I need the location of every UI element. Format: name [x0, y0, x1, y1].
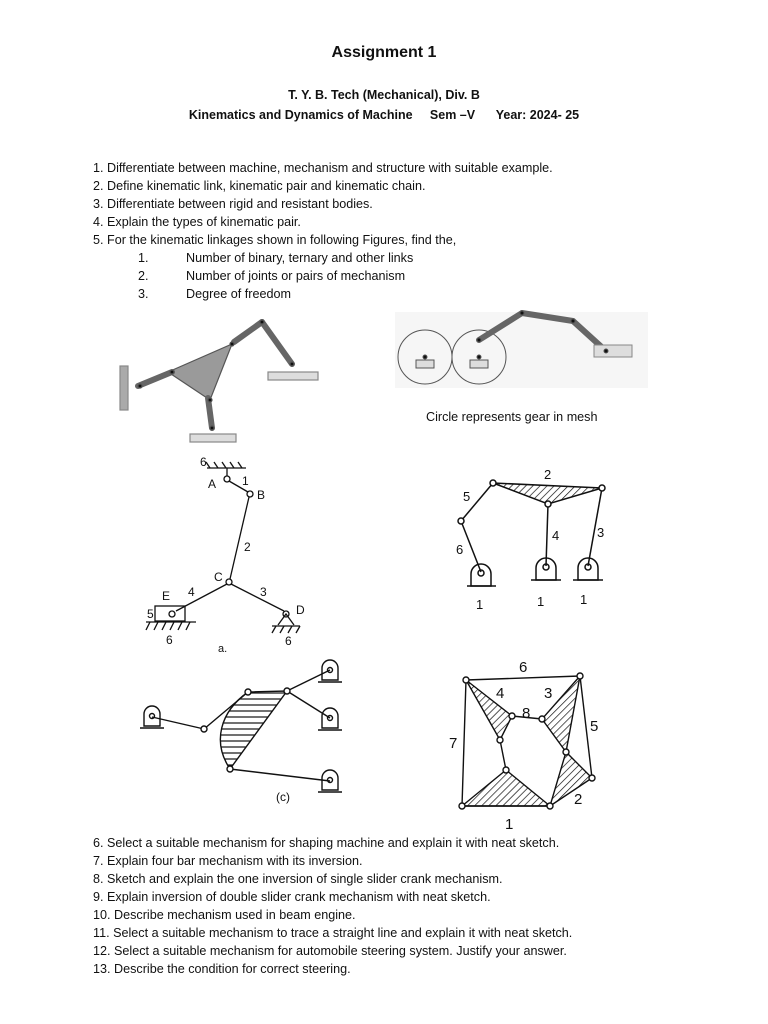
gear-caption: Circle represents gear in mesh — [426, 410, 598, 424]
subquestion-text: Degree of freedom — [186, 287, 292, 301]
subquestion-text: Number of binary, ternary and other links — [186, 251, 414, 265]
label: 2 — [574, 791, 583, 808]
label: 6 — [519, 659, 528, 676]
question-2: 2. Define kinematic link, kinematic pair and kinematic chain. — [93, 179, 426, 193]
label: 4 — [496, 685, 505, 702]
label: C — [214, 570, 223, 584]
question-6: 6. Select a suitable mechanism for shaping machine and explain it with neat sketch. — [93, 836, 560, 850]
question-13: 13. Describe the condition for correct steering. — [93, 962, 351, 976]
label: 8 — [522, 705, 531, 722]
figure-d — [459, 673, 595, 809]
label: 3 — [597, 525, 605, 540]
course-line: T. Y. B. Tech (Mechanical), Div. B — [288, 88, 480, 102]
label: E — [162, 589, 171, 603]
caption: a. — [218, 643, 228, 655]
label: 1 — [476, 597, 484, 612]
subquestion-num: 2. — [138, 269, 149, 283]
label: 6 — [285, 634, 292, 648]
figure-a-labels — [147, 455, 305, 655]
semester: Sem –V — [429, 108, 476, 122]
label: 1 — [505, 816, 514, 833]
support — [318, 708, 342, 730]
label: 6 — [456, 542, 464, 557]
label: 7 — [449, 735, 458, 752]
label: 4 — [188, 585, 195, 599]
label: 5 — [147, 607, 154, 621]
question-9: 9. Explain inversion of double slider crank mechanism with neat sketch. — [93, 890, 491, 904]
label: B — [257, 488, 266, 502]
question-5: 5. For the kinematic linkages shown in following Figures, find the, — [93, 233, 457, 247]
subject-name: Kinematics and Dynamics of Machine — [188, 108, 413, 122]
year: Year: 2024- 25 — [495, 108, 580, 122]
label: 5 — [463, 489, 471, 504]
figure-gears — [395, 311, 648, 388]
question-1: 1. Differentiate between machine, mechanism and structure with suitable example. — [93, 161, 553, 175]
question-8: 8. Sketch and explain the one inversion of single slider crank mechanism. — [93, 872, 503, 886]
label: 2 — [544, 467, 552, 482]
page-title: Assignment 1 — [331, 44, 437, 61]
subquestion-num: 3. — [138, 287, 149, 301]
label: 6 — [200, 455, 207, 469]
question-10: 10. Describe mechanism used in beam engine. — [93, 908, 356, 922]
figure-ternary-linkage — [120, 320, 318, 442]
label: 1 — [580, 592, 588, 607]
support — [318, 660, 342, 682]
question-4: 4. Explain the types of kinematic pair. — [93, 215, 301, 229]
question-7: 7. Explain four bar mechanism with its inversion. — [93, 854, 363, 868]
figure-b — [458, 480, 605, 586]
label: 6 — [166, 633, 173, 647]
subquestion-text: Number of joints or pairs of mechanism — [186, 269, 406, 283]
label: 4 — [552, 528, 560, 543]
label: 5 — [590, 718, 599, 735]
label: 3 — [260, 585, 267, 599]
question-12: 12. Select a suitable mechanism for automobile steering system. Justify your answer. — [93, 944, 567, 958]
figure-a — [146, 462, 300, 633]
figure-c-caption: (c) — [276, 790, 290, 804]
subquestion-num: 1. — [138, 251, 149, 265]
label: 2 — [244, 540, 251, 554]
label: 1 — [242, 474, 249, 488]
label: A — [208, 477, 217, 491]
figure-c — [140, 660, 342, 792]
question-3: 3. Differentiate between rigid and resistant bodies. — [93, 197, 373, 211]
label: 3 — [544, 685, 553, 702]
question-11: 11. Select a suitable mechanism to trace a straight line and explain it with neat sketch. — [93, 926, 573, 940]
label: 1 — [537, 594, 545, 609]
label: D — [296, 603, 305, 617]
